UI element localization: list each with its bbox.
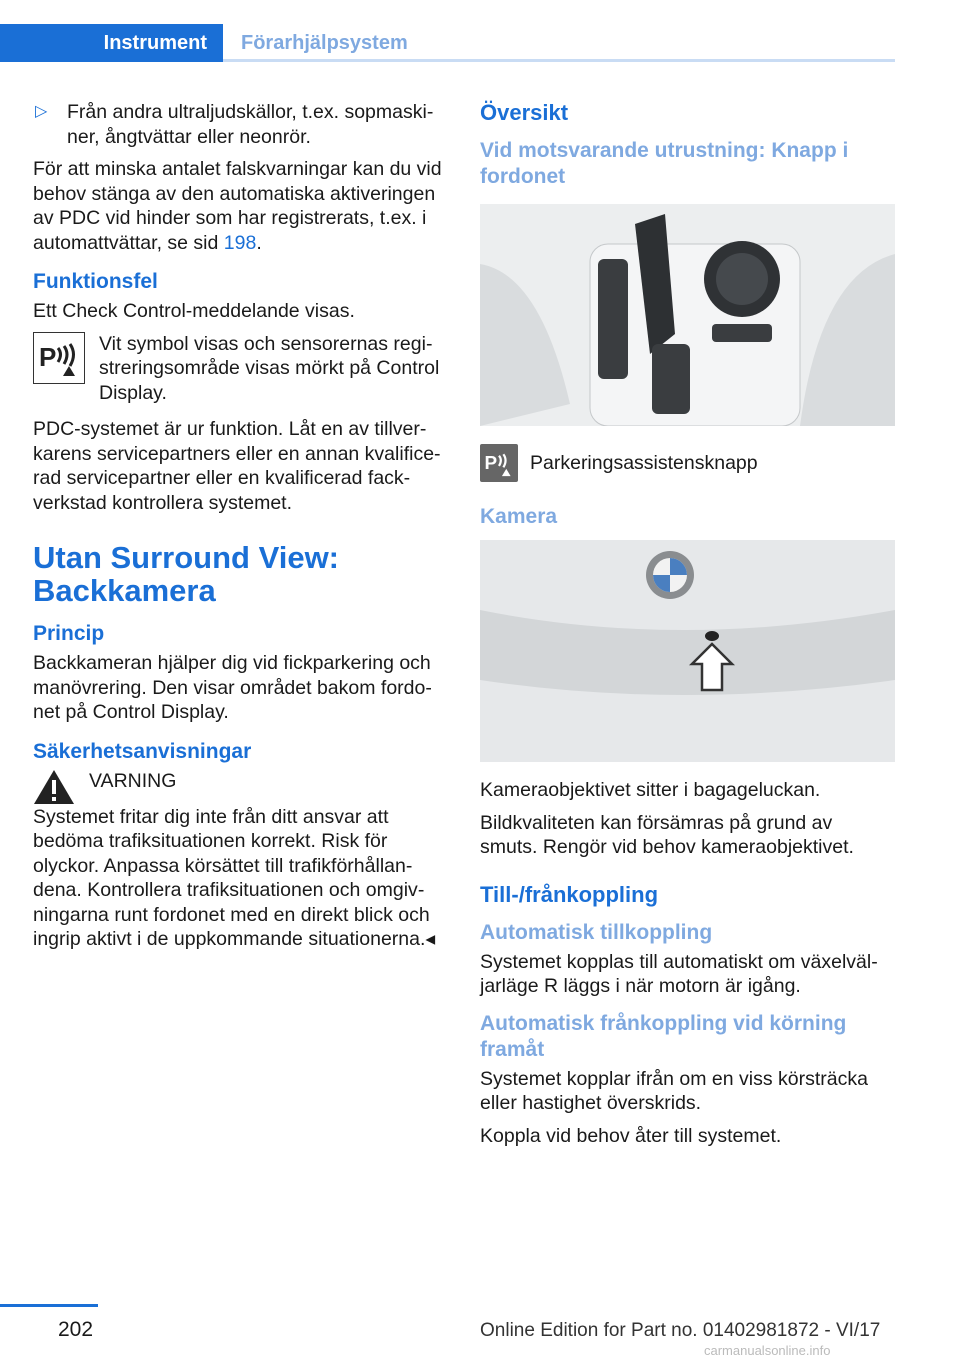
warning-triangle-icon <box>33 769 75 805</box>
paragraph-pdc-ur-funktion: PDC-systemet är ur funktion. Låt en av tillverkarens servicepartners eller en annan kvalificerad servicepartner eller en kvalificerad fackverkstad kontrollera systemet. <box>33 418 441 514</box>
paragraph-koppla-atertill: Koppla vid behov åter till systemet. <box>480 1124 782 1147</box>
warning-text: Systemet fritar dig inte från ditt ansvar att bedöma trafiksituationen korrekt. Risk för olyckor. Anpassa körsättet till trafikförhållandena. Kontrollera trafiksituationen och omgivningarna runt fordonet med en direkt blick och ingrip aktivt i de uppkommande situationerna.◂ <box>33 805 436 950</box>
heading-backkamera: Utan Surround View: Backkamera <box>33 540 340 608</box>
parking-assist-button-icon <box>480 444 518 482</box>
paragraph-check-control: Ett Check Control-meddelande visas. <box>33 300 355 322</box>
console-photo <box>480 204 895 426</box>
heading-knapp-i-fordonet: Vid motsvarande utrustning: Knapp i fordonet <box>480 139 849 188</box>
paragraph-bildkvalitet: Bildkvaliteten kan försämras på grund av smuts. Rengör vid behov kameraobjektivet. <box>480 811 854 858</box>
parking-button-row <box>480 444 895 482</box>
right-column <box>480 100 895 1156</box>
heading-princip: Princip <box>33 622 105 645</box>
tab-forarhjalpsystem[interactable]: Förarhjälpsystem <box>241 31 408 54</box>
heading-funktionsfel: Funktionsfel <box>33 270 158 293</box>
header-tabs <box>0 24 895 62</box>
paragraph-automatisk-frankoppling: Systemet kopplar ifrån om en viss körsträcka eller hastighet överskrids. <box>480 1067 868 1114</box>
pdc-symbol-row <box>33 332 448 406</box>
pdc-symbol-icon <box>33 332 85 384</box>
heading-automatisk-tillkoppling: Automatisk tillkoppling <box>480 920 713 944</box>
heading-automatisk-frankoppling: Automatisk frånkoppling vid körning framåt <box>480 1011 847 1061</box>
page-number: 202 <box>58 1318 94 1341</box>
page-link[interactable]: 198 <box>223 231 257 254</box>
parking-button-label: Parkeringsassistensknapp <box>530 451 758 474</box>
bullet-text: Från andra ultraljudskällor, t.ex. sopmaskiner, ångtvättar eller neonrör. <box>67 101 434 148</box>
bullet-item <box>33 100 448 149</box>
warning-block <box>33 769 448 805</box>
warning-title: VARNING <box>89 769 177 792</box>
warning-content <box>89 769 448 805</box>
watermark: carmanualsonline.info <box>704 1343 831 1358</box>
svg-text:P: P <box>484 452 498 474</box>
edition-footer: Online Edition for Part no. 01402981872 - VI/17 <box>480 1320 881 1341</box>
paragraph-automatisk-tillkoppling: Systemet kopplas till automatiskt om växelväljarläge R läggs i när motorn är igång. <box>480 950 878 997</box>
paragraph-princip: Backkameran hjälper dig vid fickparkering och manövrering. Den visar området bakom fordonet på Control Display. <box>33 652 432 723</box>
heading-sakerhetsanvisningar: Säkerhetsanvisningar <box>33 739 252 763</box>
header-divider <box>223 59 895 62</box>
paragraph-end: . <box>256 231 262 254</box>
left-column <box>33 100 448 960</box>
tab-instrument[interactable]: Instrument <box>0 24 223 62</box>
paragraph-falskvarningar <box>33 157 448 255</box>
heading-oversikt: Översikt <box>480 100 569 125</box>
pdc-symbol-text: Vit symbol visas och sensorernas registreringsområde visas mörkt på Control Display. <box>99 332 440 404</box>
paragraph-text: För att minska antalet falskvarningar kan du vid behov stänga av den automatiska aktiveringen av PDC vid hinder som har registrerats, t.ex. i automattvättar, se sid <box>33 158 442 254</box>
footer-accent-line <box>0 1304 98 1307</box>
camera-photo <box>480 540 895 762</box>
bullet-triangle-icon: ▷ <box>35 103 48 120</box>
heading-kamera: Kamera <box>480 505 558 528</box>
heading-till-frankoppling: Till-/frånkoppling <box>480 881 659 907</box>
paragraph-kamera-position: Kameraobjektivet sitter i bagageluckan. <box>480 779 821 801</box>
svg-text:P: P <box>39 341 57 372</box>
